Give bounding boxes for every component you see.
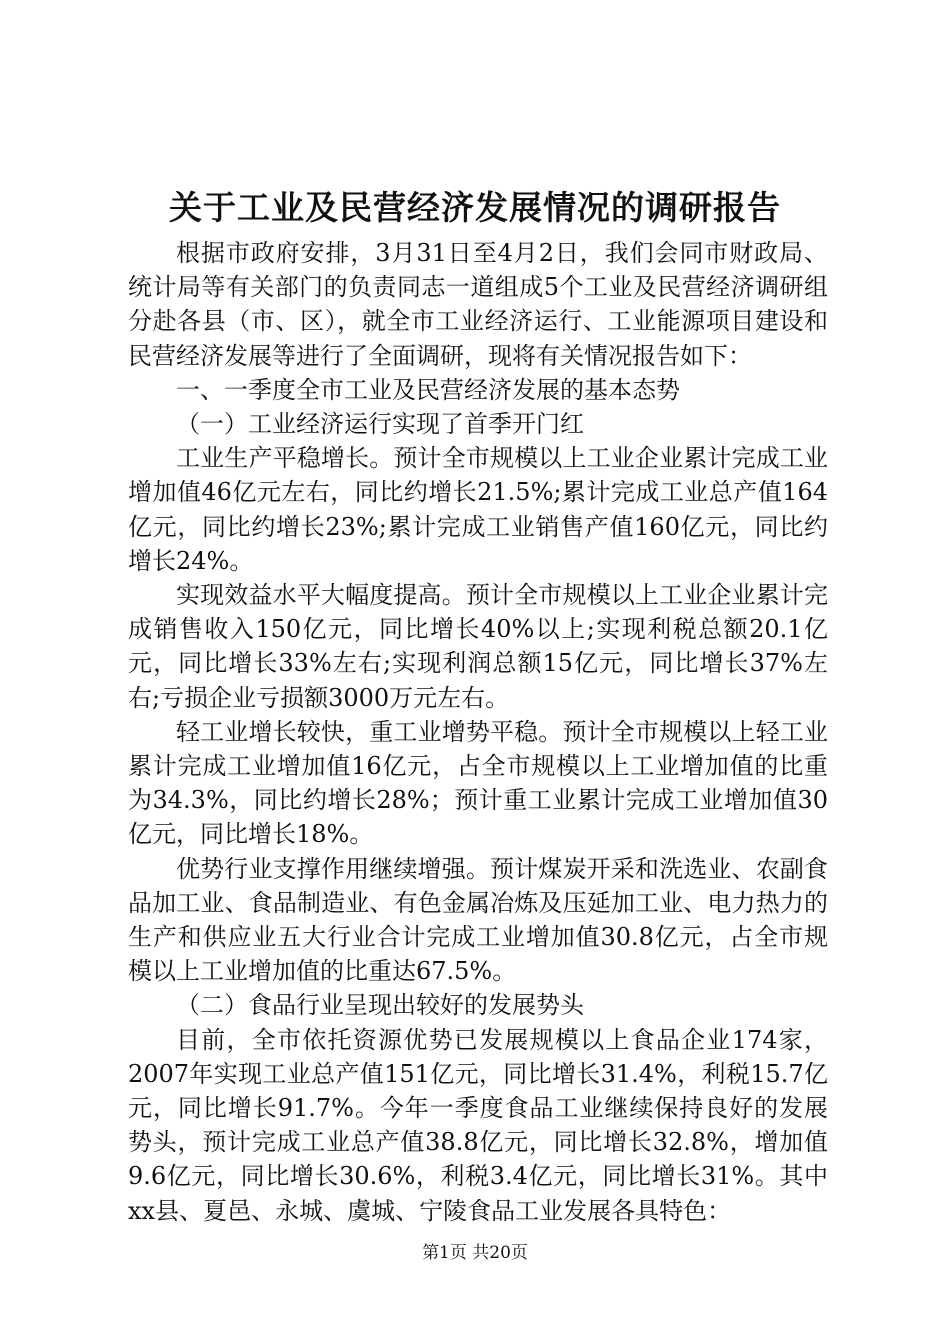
paragraph-advantage-industries: 优势行业支撑作用继续增强。预计煤炭开采和洗选业、农副食品加工业、食品制造业、有色金属冶炼及压延加工业、电力热力的生产和供应业五大行业合计完成工业增加值30.8亿元，占全市规模以上工业增加值的比重达67.5%。 <box>128 854 828 986</box>
section-heading-1: 一、一季度全市工业及民营经济发展的基本态势 <box>176 375 680 404</box>
paragraph-food-industry: 目前，全市依托资源优势已发展规模以上食品企业174家，2007年实现工业总产值151亿元，同比增长31.4%，利税15.7亿元，同比增长91.7%。今年一季度食品工业继续保持良好的发展势头，预计完成工业总产值38.8亿元，同比增长32.8%，增加值9.6亿元，同比增长30.6%，利税3.4亿元，同比增长31%。其中xx县、夏邑、永城、虞城、宁陵食品工业发展各具特色： <box>128 1025 828 1225</box>
paragraph-industrial-production: 工业生产平稳增长。预计全市规模以上工业企业累计完成工业增加值46亿元左右，同比约增长21.5%;累计完成工业总产值164亿元，同比约增长23%;累计完成工业销售产值160亿元，同比约增长24%。 <box>128 444 828 575</box>
intro-paragraph: 根据市政府安排，3月31日至4月2日，我们会同市财政局、统计局等有关部门的负责同志一道组成5个工业及民营经济调研组分赴各县（市、区），就全市工业经济运行、工业能源项目建设和民营经济发展等进行了全面调研，现将有关情况报告如下： <box>128 239 828 370</box>
subsection-heading-2: （二）食品行业呈现出较好的发展势头 <box>176 991 584 1020</box>
page-footer: 第1页 共20页 <box>422 1243 528 1263</box>
paragraph-efficiency: 实现效益水平大幅度提高。预计全市规模以上工业企业累计完成销售收入150亿元，同比增长40%以上;实现利税总额20.1亿元，同比增长33%左右;实现利润总额15亿元，同比增长37%左右;亏损企业亏损额3000万元左右。 <box>128 581 828 712</box>
paragraph-light-heavy-industry: 轻工业增长较快，重工业增势平稳。预计全市规模以上轻工业累计完成工业增加值16亿元，占全市规模以上工业增加值的比重为34.3%，同比约增长28%；预计重工业累计完成工业增加值30亿元，同比增长18%。 <box>128 717 828 849</box>
document-body <box>128 236 828 1228</box>
document-title: 关于工业及民营经济发展情况的调研报告 <box>169 188 781 227</box>
subsection-heading-1: （一）工业经济运行实现了首季开门红 <box>176 410 584 439</box>
